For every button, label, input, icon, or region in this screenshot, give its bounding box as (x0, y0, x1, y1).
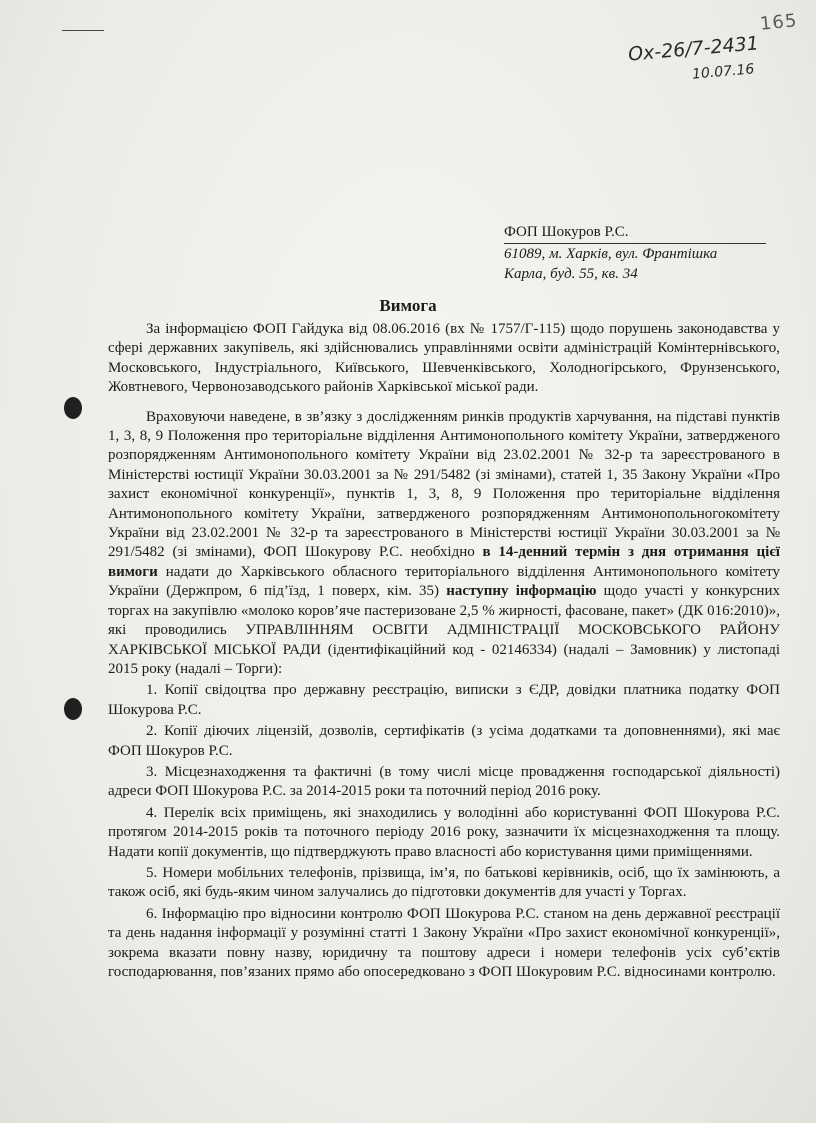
main-text-part1: Враховуючи наведене, в зв’язку з дослідженням ринків продуктів харчування, на підставі пунктів 1, 3, 8, 9 Положення про територіальне відділення Антимонопольного комітету України, затвердженого розпорядженням Антимонопольного комітету України від 23.02.2001 № 32-р та зареєстрованого в Міністерстві юстиції України 30.03.2001 за № 291/5482 (зі змінами), статей 1, 35 Закону України «Про захист економічної конкуренції», пунктів 1, 3, 8, 9 Положення про територіальне відділення Антимонопольного комітету України, затвердженого розпорядженням Антимонопольногокомітету України від 23.02.2001 № 32-р та зареєстрованого в Міністерстві юстиції України 30.03.2001 за № 291/5482 (зі змінами), ФОП Шокурову Р.С. необхідно (108, 408, 780, 561)
addressee-address-line1: 61089, м. Харків, вул. Франтішка (504, 246, 718, 262)
addressee-name: ФОП Шокуров Р.С. (504, 222, 766, 244)
main-deadline-bold: в 14-денний термін з дня отримання цієї вимоги (108, 544, 780, 580)
list-item: 3. Місцезнаходження та фактичні (в тому числі місце провадження господарської діяльності) адреси ФОП Шокурова Р.С. за 2014-2015 роки та поточний період 2016 року. (108, 763, 780, 800)
list-item: 6. Інформацію про відносини контролю ФОП Шокурова Р.С. станом на день державної реєстрації та день надання інформації у розумінні статті 1 Закону України «Про захист економічної конкуренції», зокрема вказати повну назву, юридичну та поштову адреси і номери телефонів усіх суб’єктів господарювання, пов’язаних прямо або опосередковано з ФОП Шокуровим Р.С. відносинами контролю. (108, 905, 780, 980)
handwritten-date: 10.07.16 (691, 61, 755, 83)
document-title: Вимога (379, 296, 437, 315)
punch-hole-icon (64, 698, 82, 720)
addressee-block (504, 222, 766, 284)
scan-artifact-line (62, 30, 104, 31)
intro-paragraph: За інформацією ФОП Гайдука від 08.06.2016 (вх № 1757/Г-115) щодо порушень законодавства у сфері державних закупівель, які здійснювались управліннями освіти адміністрацій Комінтернівського, Московського, Індустріального, Київського, Шевченківського, Холодногірського, Фрунзенського, Жовтневого, Червонозаводського районів Харківської міської ради. (108, 321, 780, 396)
handwritten-registration-number: Ох-26/7-2431 (627, 32, 760, 66)
list-item: 2. Копії діючих ліцензій, дозволів, сертифікатів (з усіма додатками та доповненнями), які має ФОП Шокуров Р.С. (108, 723, 780, 759)
list-item: 4. Перелік всіх приміщень, які знаходились у володінні або користуванні ФОП Шокурова Р.С. протягом 2014-2015 років та поточного періоду 2016 року, зазначити їх місцезнаходження та площу. Надати копії документів, що підтверджують право власності або користування цими приміщеннями. (108, 804, 780, 860)
list-item: 1. Копії свідоцтва про державну реєстрацію, виписки з ЄДР, довідки платника податку ФОП Шокурова Р.С. (108, 682, 780, 718)
page-number: 165 (759, 10, 799, 35)
main-info-bold: наступну інформацію (446, 583, 597, 600)
main-text-part3: щодо участі у конкурсних торгах на закупівлю «молоко коров’яче пастеризоване 2,5 % жирності, фасоване, пакет» (ДК 016:2010)», які проводились УПРАВЛІННЯМ ОСВІТИ АДМІНІСТРАЦІЇ МОСКОВСЬКОГО РАЙОНУ ХАРКІВСЬКОЇ МІСЬКОЇ РАДИ (ідентифікаційний код - 02146334) (надалі – Замовник) у листопаді 2015 року (надалі – Торги): (108, 583, 780, 677)
punch-hole-icon (64, 397, 82, 419)
main-text-part2: надати до Харківського обласного територіального відділення Антимонопольного комітету України (Держпром, 6 під’їзд, 1 поверх, кім. 35) (108, 563, 780, 600)
main-paragraph (108, 408, 780, 680)
addressee-address-line2: Карла, буд. 55, кв. 34 (504, 266, 638, 282)
list-item: 5. Номери мобільних телефонів, прізвища, ім’я, по батькові керівників, осіб, що їх замінюють, а також осіб, які будь-яким чином залучались до підготовки документів для участі у Торгах. (108, 864, 780, 901)
document-body (108, 320, 780, 982)
